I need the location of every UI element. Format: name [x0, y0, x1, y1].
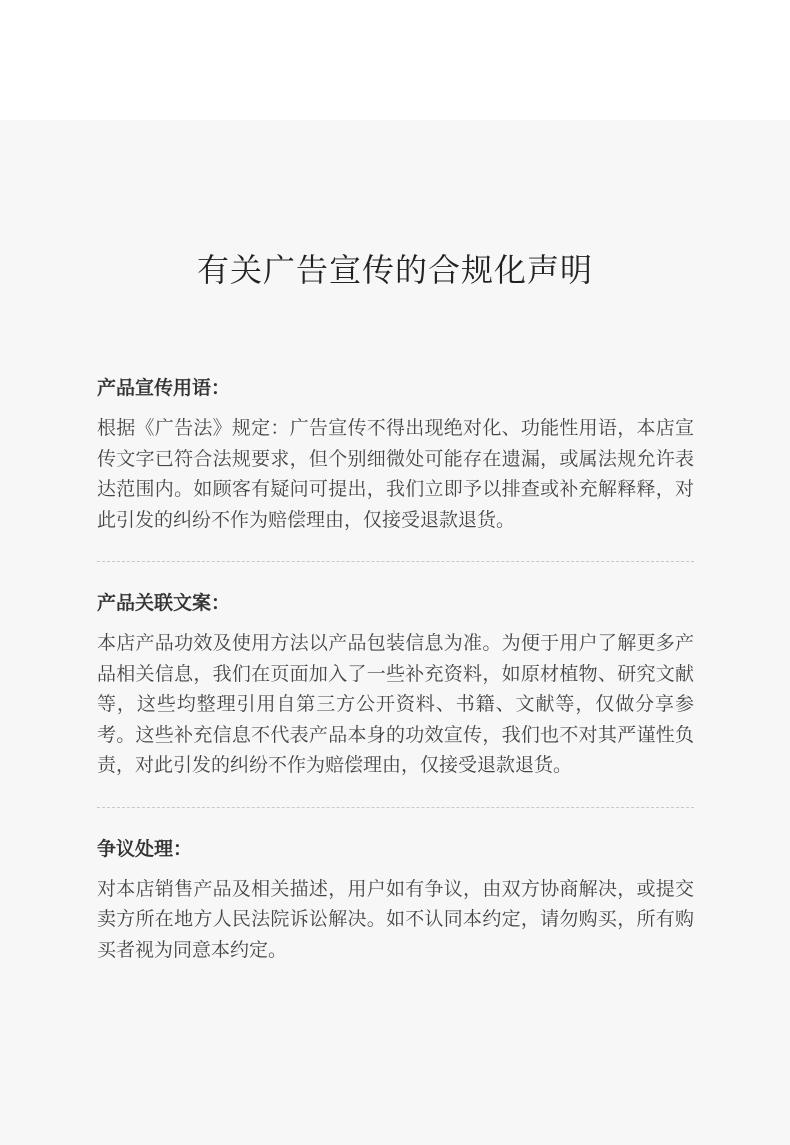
section-heading: 争议处理： [97, 837, 193, 860]
section-heading: 产品关联文案： [97, 592, 231, 614]
dashed-divider [97, 561, 694, 562]
page-title: 有关广告宣传的合规化声明 [196, 251, 593, 289]
top-blank-band [0, 0, 790, 120]
statement-sections [97, 375, 694, 965]
dashed-divider [97, 807, 694, 808]
section-body: 根据《广告法》规定：广告宣传不得出现绝对化、功能性用语，本店宣传文字已符合法规要求，但个别细微处可能存在遗漏，或属法规允许表达范围内。如顾客有疑问可提出，我们立即予以排查或补充解释释，对此引发的纠纷不作为赔偿理由，仅接受退款退货。 [97, 417, 694, 531]
section-dispute-handling [97, 836, 694, 966]
section-body: 对本店销售产品及相关描述，用户如有争议，由双方协商解决，或提交卖方所在地方人民法院诉讼解决。如不认同本约定，请勿购买，所有购买者视为同意本约定。 [97, 877, 694, 961]
section-heading: 产品宣传用语： [97, 377, 231, 399]
section-body: 本店产品功效及使用方法以产品包装信息为准。为便于用户了解更多产品相关信息，我们在页面加入了一些补充资料，如原材植物、研究文献等，这些均整理引用自第三方公开资料、书籍、文献等，仅做分享参考。这些补充信息不代表产品本身的功效宣传，我们也不对其严谨性负责，对此引发的纠纷不作为赔偿理由，仅接受退款退货。 [97, 632, 694, 776]
section-promotional-wording [97, 375, 694, 535]
statement-panel [0, 120, 790, 1145]
section-related-copy [97, 590, 694, 781]
